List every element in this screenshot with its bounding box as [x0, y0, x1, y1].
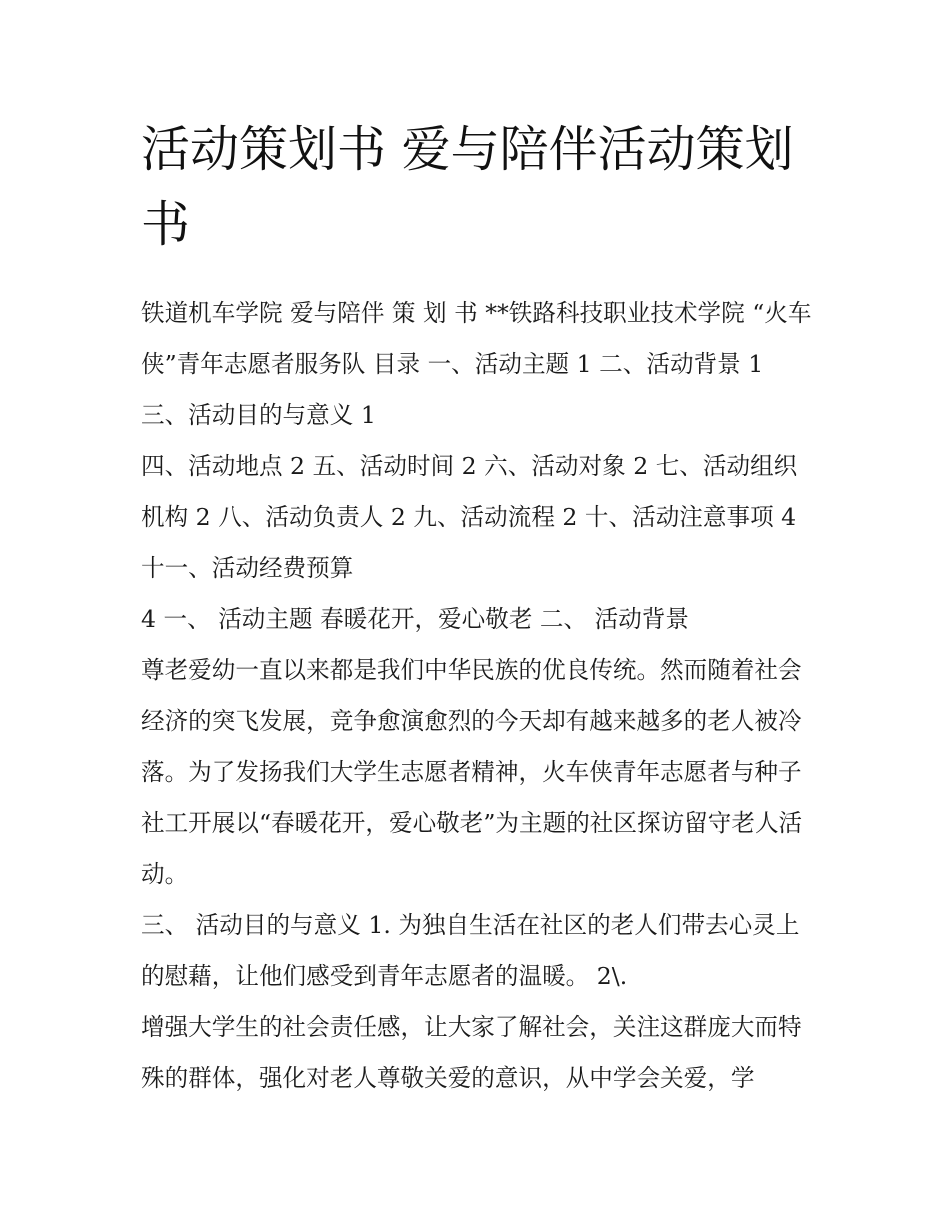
- paragraph-purpose-1: 三、 活动目的与意义 1. 为独自生活在社区的老人们带去心灵上的慰藉，让他们感受到青年志愿者的温暖。 2\.: [141, 911, 800, 990]
- paragraph-cover-info: 铁道机车学院 爱与陪伴 策 划 书 **铁路科技职业技术学院 “火车侠”青年志愿者服务队 目录 一、活动主题 1 二、活动背景 1: [141, 299, 812, 378]
- paragraph-toc-budget: 十一、活动经费预算: [141, 554, 354, 582]
- document-body: [141, 288, 813, 1104]
- document-content: [141, 112, 813, 1104]
- document-title: 活动策划书 爱与陪伴活动策划书: [141, 121, 794, 253]
- paragraph-theme-heading: 4 一、 活动主题 春暖花开，爱心敬老 二、 活动背景: [141, 605, 689, 633]
- paragraph-toc-purpose: 三、活动目的与意义 1: [141, 401, 376, 429]
- paragraph-purpose-2: 增强大学生的社会责任感，让大家了解社会，关注这群庞大而特殊的群体，强化对老人尊敬关爱的意识，从中学会关爱，学: [141, 1013, 802, 1092]
- paragraph-background: 尊老爱幼一直以来都是我们中华民族的优良传统。然而随着社会经济的突飞发展，竞争愈演愈烈的今天却有越来越多的老人被冷落。为了发扬我们大学生志愿者精神，火车侠青年志愿者与种子社工开展以“春暖花开，爱心敬老”为主题的社区探访留守老人活动。: [141, 656, 803, 888]
- paragraph-toc-items: 四、活动地点 2 五、活动时间 2 六、活动对象 2 七、活动组织机构 2 八、活动负责人 2 九、活动流程 2 十、活动注意事项 4: [141, 452, 798, 531]
